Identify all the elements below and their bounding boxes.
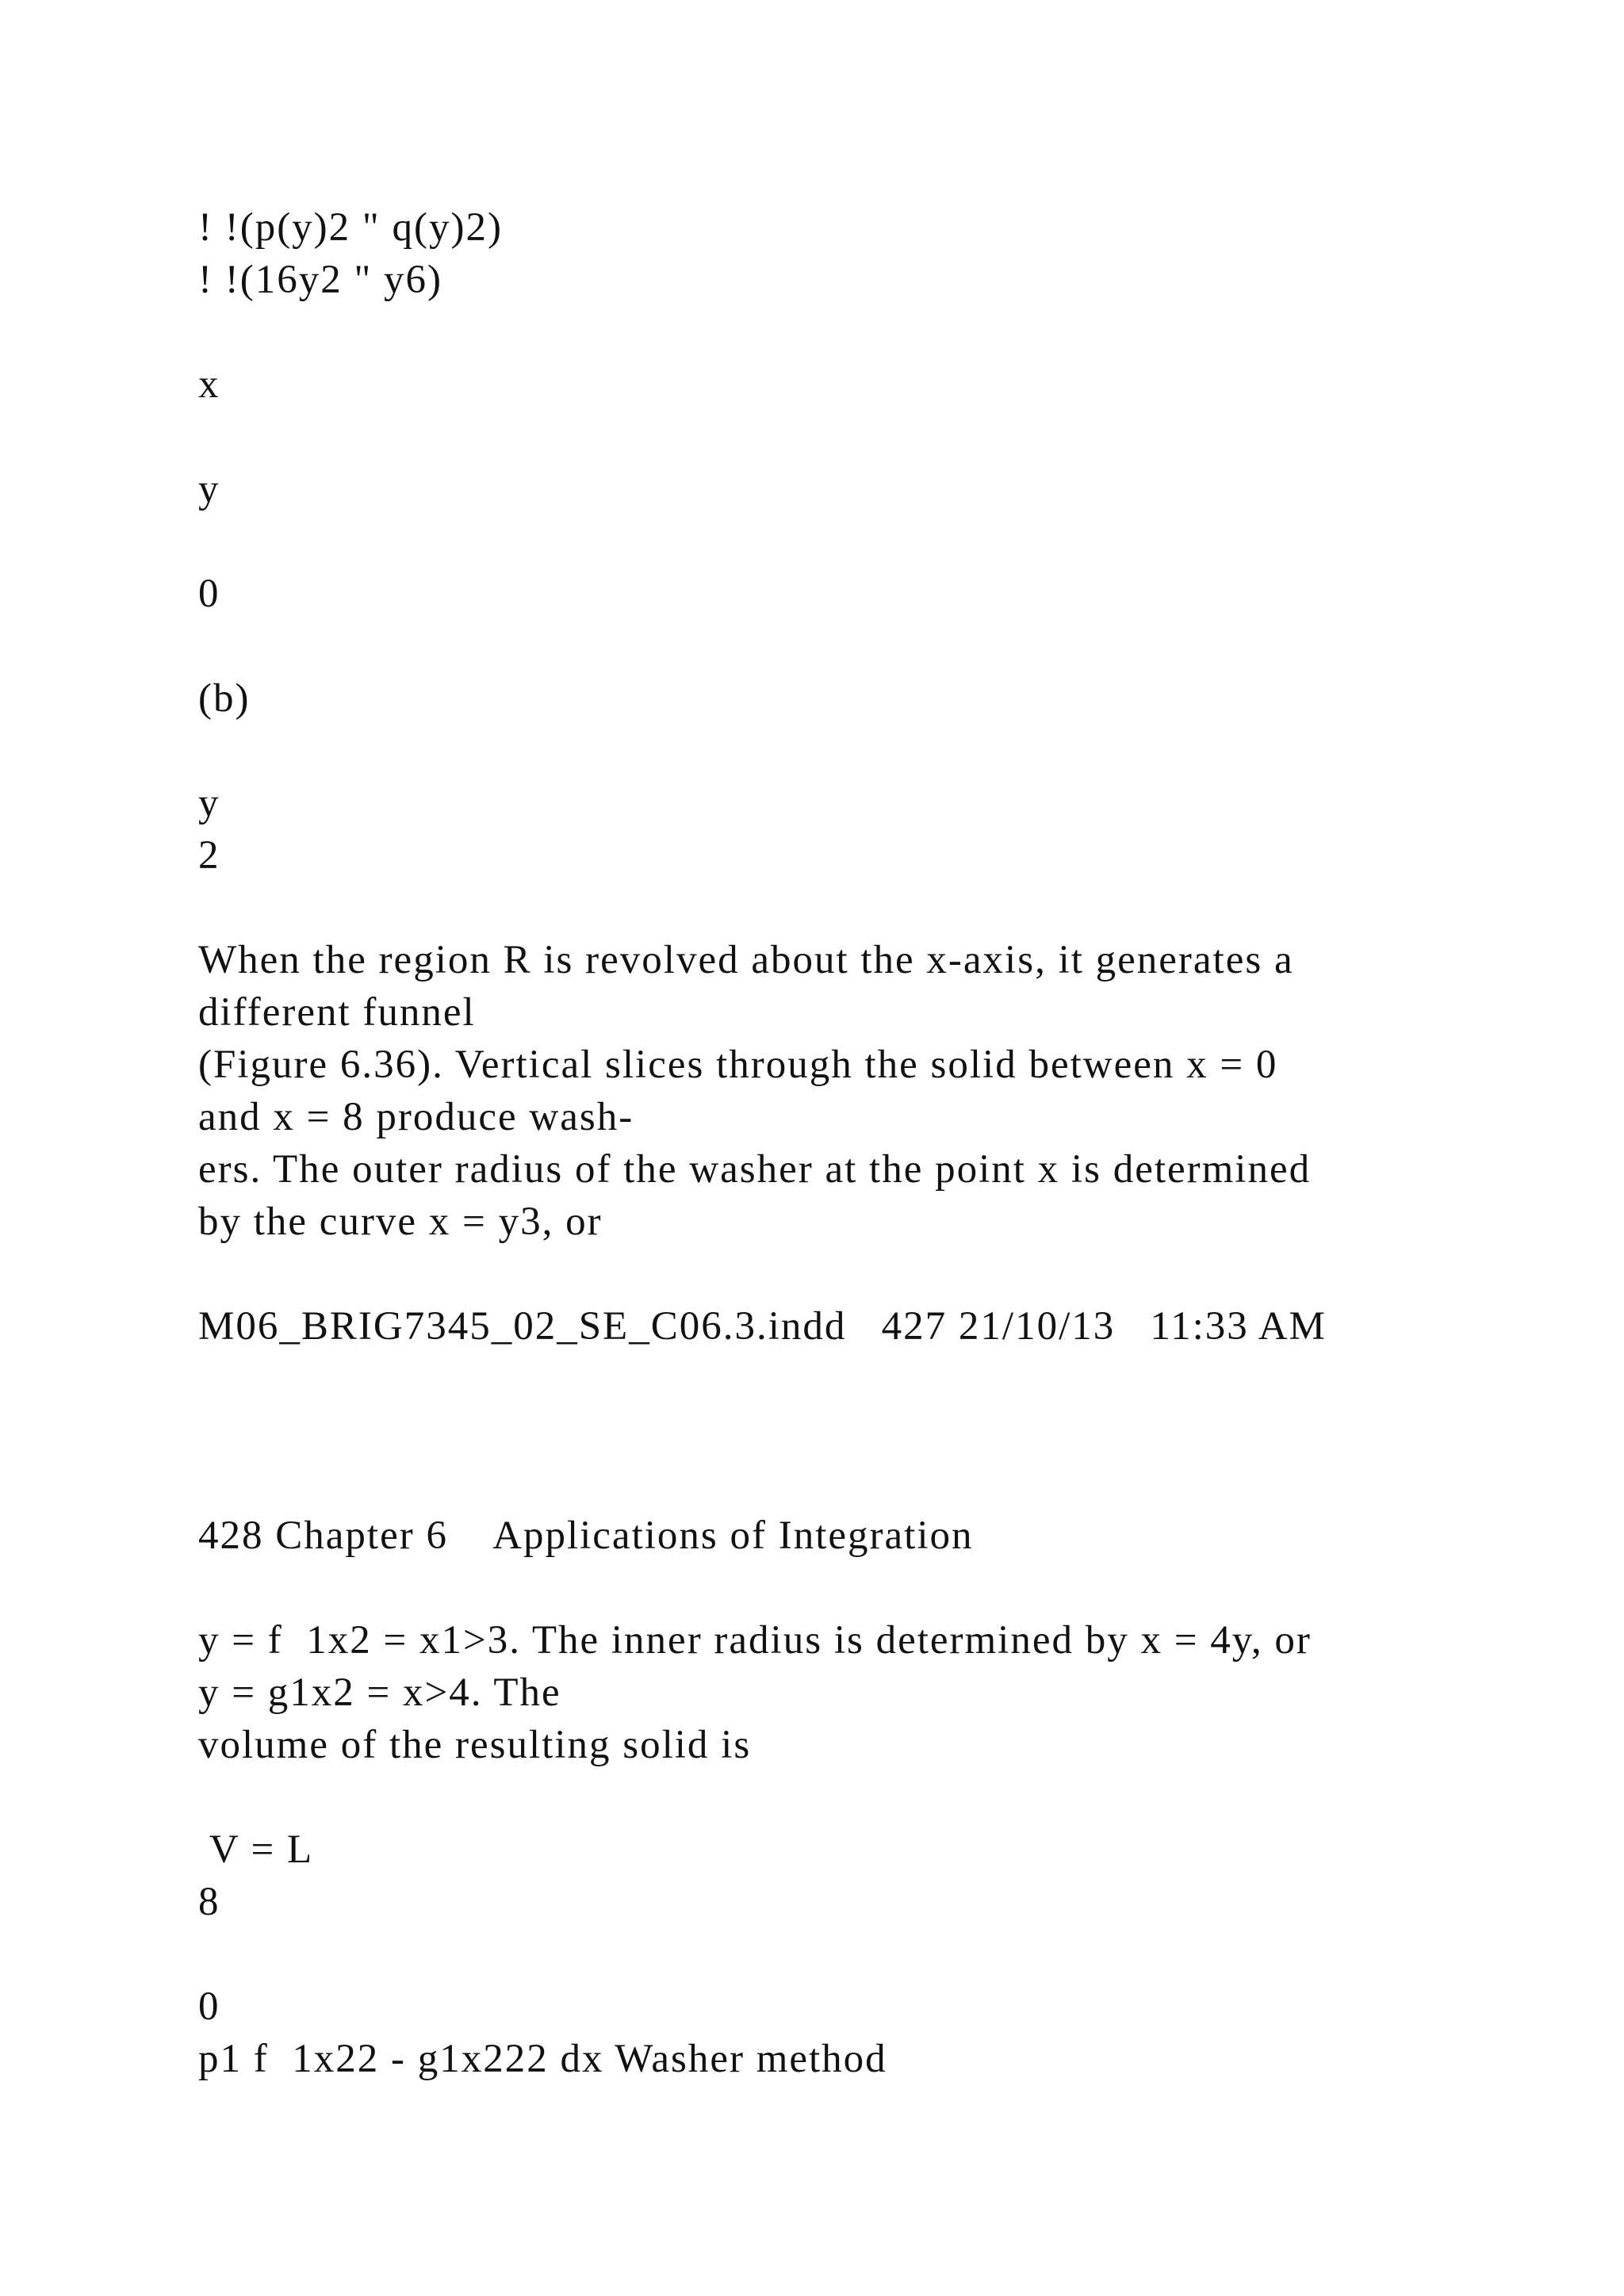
- page-footer: M06_BRIG7345_02_SE_C06.3.indd 427 21/10/13 11:33 AM: [198, 1304, 1327, 1349]
- part-b-label: (b): [198, 676, 251, 721]
- formula-line-2: ! !(16y2 " y6): [198, 258, 443, 302]
- integrand-line: p1 f 1x22 - g1x222 dx Washer method: [198, 2037, 887, 2081]
- paragraph-line: by the curve x = y3, or: [198, 1200, 603, 1244]
- axis-x-label: x: [198, 362, 220, 407]
- page-header: 428 Chapter 6 Applications of Integration: [198, 1513, 974, 1558]
- axis-y-label: y: [198, 467, 220, 511]
- zero-label: 0: [198, 572, 220, 616]
- upper-limit: 8: [198, 1880, 220, 1924]
- lower-limit: 0: [198, 1984, 220, 2029]
- y-label: y: [198, 781, 220, 825]
- paragraph-line: When the region R is revolved about the x-axis, it generates a: [198, 938, 1294, 982]
- paragraph-line: and x = 8 produce wash-: [198, 1095, 634, 1139]
- paragraph-line: y = g1x2 = x>4. The: [198, 1670, 561, 1715]
- paragraph-line: different funnel: [198, 990, 476, 1035]
- integral-line: V = L: [198, 1827, 314, 1872]
- two-label: 2: [198, 833, 220, 878]
- formula-line-1: ! !(p(y)2 " q(y)2): [198, 205, 503, 250]
- paragraph-line: volume of the resulting solid is: [198, 1723, 752, 1767]
- paragraph-line: ers. The outer radius of the washer at the point x is determined: [198, 1147, 1312, 1192]
- paragraph-line: y = f 1x2 = x1>3. The inner radius is determined by x = 4y, or: [198, 1618, 1312, 1663]
- paragraph-line: (Figure 6.36). Vertical slices through the solid between x = 0: [198, 1043, 1278, 1087]
